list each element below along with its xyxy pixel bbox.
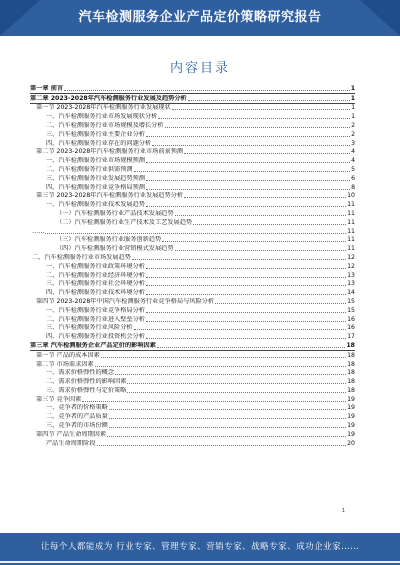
- toc-entry[interactable]: [30, 412, 355, 421]
- toc-entry-title: 第二节 2023-2028年汽车检测服务行业市场前景预测: [36, 148, 184, 156]
- toc-entry[interactable]: [30, 386, 355, 395]
- toc-entry-title: 四、汽车检测服务行业竞争格局预测: [46, 183, 145, 191]
- toc-leader-dots: [107, 436, 346, 437]
- toc-entry[interactable]: [30, 360, 355, 369]
- toc-entry-title: ……: [32, 227, 45, 235]
- toc-entry-page: 20: [347, 439, 355, 447]
- toc-leader-dots: [162, 241, 346, 242]
- toc-leader-dots: [95, 366, 346, 367]
- toc-leader-dots: [175, 250, 347, 251]
- toc-entry[interactable]: [30, 404, 355, 413]
- toc-entry-page: 10: [347, 192, 355, 200]
- toc-entry[interactable]: [30, 139, 355, 148]
- toc-entry-page: 2: [351, 130, 355, 138]
- toc-entry-title: 第一章 前言: [30, 84, 64, 92]
- toc-entry-page: 11: [347, 201, 355, 209]
- toc-entry[interactable]: [30, 84, 355, 94]
- toc-entry-page: 15: [347, 306, 355, 314]
- toc-entry[interactable]: [30, 297, 355, 306]
- toc-entry-page: 11: [347, 245, 355, 253]
- toc-entry[interactable]: [30, 165, 355, 174]
- toc-leader-dots: [109, 409, 346, 410]
- toc-leader-dots: [157, 347, 345, 348]
- toc-entry-title: 一、汽车检测服务行业技术发展趋势: [46, 201, 145, 209]
- toc-leader-dots: [146, 162, 350, 163]
- toc-entry-title: 第一节 2023-2028年汽车检测服务行业发展现状: [36, 104, 171, 112]
- toc-entry-page: 18: [347, 386, 355, 394]
- toc-entry-title: 三、汽车检测服务行业风险分析: [46, 324, 133, 332]
- toc-entry-title: 三、竞争者的市场份额: [46, 422, 108, 430]
- toc-entry-page: 19: [347, 395, 355, 403]
- toc-entry-title: 二、汽车检测服务行业进入壁垒分析: [46, 315, 145, 323]
- toc-entry[interactable]: [30, 174, 355, 183]
- toc-entry-title: 第二章 2023-2028年汽车检测服务行业发展及趋势分析: [30, 94, 187, 102]
- toc-leader-dots: [165, 127, 351, 128]
- toc-entry[interactable]: [30, 227, 355, 236]
- toc-entry-title: 一、竞争者的价格策略: [46, 404, 108, 412]
- footer-divider: [0, 561, 400, 563]
- footer-slogan: 让每个人都能成为 行业专家、管理专家、营销专家、战略专家、成功企业家……: [40, 542, 360, 552]
- toc-entry[interactable]: [30, 183, 355, 192]
- toc-entry-title: 三、汽车检测服务行业主要企业分析: [46, 130, 145, 138]
- toc-entry-page: 18: [346, 341, 355, 349]
- toc-entry-page: 1: [350, 84, 355, 92]
- toc-entry-title: 第三节 2023-2028年汽车检测服务行业发展趋势分析: [36, 192, 184, 200]
- toc-entry-title: 一、汽车检测服务行业市场规模预测: [46, 157, 145, 165]
- toc-entry-title: 第三节 竞争因素: [36, 395, 82, 403]
- toc-entry-title: （三）汽车检测服务行业服务创新趋势: [56, 236, 162, 244]
- toc-entry-page: 1: [351, 113, 355, 121]
- toc-entry-page: 12: [347, 262, 355, 270]
- toc-leader-dots: [146, 136, 350, 137]
- toc-entry-title: 第三章 汽车检测服务企业产品定价的影响因素: [30, 341, 156, 349]
- toc-entry-page: 11: [347, 209, 355, 217]
- toc-entry-title: 四、汽车检测服务行业存在的问题分析: [46, 139, 152, 147]
- toc-entry[interactable]: [30, 377, 355, 386]
- toc-leader-dots: [82, 401, 346, 402]
- toc-entry[interactable]: [30, 324, 355, 333]
- toc-entry[interactable]: [30, 209, 355, 218]
- toc-entry-page: 1: [351, 104, 355, 112]
- toc-entry[interactable]: [30, 218, 355, 227]
- toc-leader-dots: [172, 109, 350, 110]
- toc-leader-dots: [146, 321, 346, 322]
- toc-entry-page: 19: [347, 422, 355, 430]
- toc-entry-page: 11: [347, 227, 355, 235]
- toc-entry-page: 14: [347, 289, 355, 297]
- toc-entry-title: 四、汽车检测服务行业投资机会分析: [46, 333, 145, 341]
- toc-entry-title: 四、汽车检测服务行业技术环境分析: [46, 289, 145, 297]
- toc-entry-title: （二）汽车检测服务行业生产技术及工艺发展趋势: [56, 218, 193, 226]
- toc-leader-dots: [132, 259, 346, 260]
- toc-leader-dots: [97, 445, 347, 446]
- toc-entry-page: 17: [347, 333, 355, 341]
- toc-entry[interactable]: [30, 280, 355, 289]
- toc-leader-dots: [146, 268, 346, 269]
- toc-entry-page: 4: [351, 148, 355, 156]
- toc-entry-page: 3: [351, 139, 355, 147]
- toc-leader-dots: [146, 338, 346, 339]
- toc-leader-dots: [184, 153, 350, 154]
- toc-entry[interactable]: [30, 351, 355, 360]
- toc-entry-title: 一、汽车检测服务行业政策环境分析: [46, 262, 145, 270]
- toc-entry-title: 二、汽车检测服务行业供需预测: [46, 165, 133, 173]
- toc-entry-title: 产品生命周期阶段: [46, 439, 96, 447]
- toc-entry[interactable]: [30, 130, 355, 139]
- toc-entry-page: 18: [347, 378, 355, 386]
- toc-entry[interactable]: [30, 271, 355, 280]
- toc-entry[interactable]: [30, 192, 355, 201]
- toc-entry-page: 18: [347, 351, 355, 359]
- toc-entry-page: 18: [347, 360, 355, 368]
- toc-leader-dots: [215, 303, 346, 304]
- toc-entry[interactable]: [30, 306, 355, 315]
- toc-entry-page: 4: [351, 157, 355, 165]
- toc-entry-title: （一）汽车检测服务行业产品技术发展趋势: [56, 209, 174, 217]
- toc-leader-dots: [146, 277, 346, 278]
- toc-leader-dots: [175, 215, 347, 216]
- toc-entry-title: 二、汽车检测服务行业经济环境分析: [46, 271, 145, 279]
- toc-leader-dots: [127, 383, 346, 384]
- toc-leader-dots: [146, 312, 346, 313]
- toc-entry[interactable]: [30, 421, 355, 430]
- toc-entry[interactable]: [30, 94, 355, 104]
- toc-leader-dots: [146, 206, 346, 207]
- toc-entry-title: 一、汽车检测服务行业市场发展现状分析: [46, 113, 158, 121]
- toc-heading: 内容目录: [169, 61, 230, 76]
- toc-entry-page: 11: [347, 236, 355, 244]
- toc-leader-dots: [134, 171, 350, 172]
- toc-entry[interactable]: [30, 439, 355, 448]
- toc-entry[interactable]: [30, 253, 355, 262]
- toc-entry[interactable]: [30, 244, 355, 253]
- toc-entry-title: （四）汽车检测服务行业营销模式发展趋势: [56, 245, 174, 253]
- toc-leader-dots: [146, 180, 350, 181]
- toc-entry-page: 19: [347, 430, 355, 438]
- toc-entry-title: 第一节 产品的成本因素: [36, 351, 100, 359]
- toc-entry[interactable]: [30, 121, 355, 130]
- toc-entry-page: 16: [347, 324, 355, 332]
- report-title: 汽车检测服务企业产品定价策略研究报告: [78, 10, 322, 25]
- toc-entry[interactable]: [30, 104, 355, 113]
- toc-entry-page: 11: [347, 218, 355, 226]
- toc-leader-dots: [134, 329, 347, 330]
- table-of-contents: [30, 84, 355, 448]
- toc-entry[interactable]: [30, 148, 355, 157]
- toc-entry[interactable]: [30, 369, 355, 378]
- toc-leader-dots: [158, 118, 350, 119]
- toc-entry-title: 第二节 市场需求因素: [36, 360, 94, 368]
- page-number: 1: [341, 508, 345, 514]
- toc-entry-page: 5: [351, 165, 355, 173]
- toc-entry-page: 16: [347, 315, 355, 323]
- toc-entry-page: 18: [347, 369, 355, 377]
- toc-entry-page: 1: [350, 94, 355, 102]
- toc-leader-dots: [146, 285, 346, 286]
- toc-entry-title: 三、需求价格弹性与定价策略: [46, 386, 127, 394]
- toc-leader-dots: [109, 427, 346, 428]
- toc-entry-title: 三、汽车检测服务行业发展趋势预测: [46, 174, 145, 182]
- toc-entry-title: 二、需求价格弹性的影响因素: [46, 378, 127, 386]
- toc-entry[interactable]: [30, 332, 355, 341]
- toc-leader-dots: [109, 418, 346, 419]
- toc-entry[interactable]: [30, 156, 355, 165]
- toc-entry-title: 一、需求价格弹性的概念: [46, 369, 115, 377]
- toc-entry-title: 第四节 产品生命周期因素: [36, 430, 107, 438]
- toc-entry-page: 19: [347, 413, 355, 421]
- toc-entry-page: 6: [351, 174, 355, 182]
- toc-entry-page: 8: [351, 183, 355, 191]
- toc-leader-dots: [101, 357, 346, 358]
- toc-leader-dots: [146, 189, 350, 190]
- toc-leader-dots: [152, 145, 350, 146]
- toc-leader-dots: [45, 233, 346, 234]
- toc-entry-page: 13: [347, 271, 355, 279]
- toc-entry[interactable]: [30, 430, 355, 439]
- toc-entry[interactable]: [30, 262, 355, 271]
- toc-entry[interactable]: [30, 341, 355, 351]
- toc-entry-page: 19: [347, 404, 355, 412]
- toc-leader-dots: [127, 392, 346, 393]
- toc-entry[interactable]: [30, 288, 355, 297]
- toc-entry-title: 第四节 2023-2028年中国汽车检测服务行业竞争格局与风险分析: [36, 297, 215, 305]
- toc-entry-page: 15: [347, 297, 355, 305]
- toc-entry[interactable]: [30, 200, 355, 209]
- toc-leader-dots: [184, 197, 346, 198]
- toc-entry-page: 13: [347, 280, 355, 288]
- toc-leader-dots: [193, 224, 346, 225]
- toc-entry-title: 二、竞争者的产品质量: [46, 413, 108, 421]
- toc-entry[interactable]: [30, 236, 355, 245]
- toc-entry[interactable]: [30, 395, 355, 404]
- toc-entry[interactable]: [30, 112, 355, 121]
- toc-leader-dots: [188, 100, 350, 101]
- toc-leader-dots: [64, 90, 350, 91]
- toc-entry[interactable]: [30, 315, 355, 324]
- toc-entry-title: 三、汽车检测服务行业社会环境分析: [46, 280, 145, 288]
- toc-entry-title: 一、汽车检测服务行业竞争格局分析: [46, 306, 145, 314]
- toc-entry-title: 二、汽车检测服务行业市场规模及增长分析: [46, 121, 164, 129]
- toc-entry-title: 二、汽车检测服务行业市场发展趋势: [32, 253, 131, 261]
- toc-entry-page: 12: [347, 253, 355, 261]
- toc-leader-dots: [146, 294, 346, 295]
- toc-entry-page: 2: [351, 121, 355, 129]
- toc-leader-dots: [115, 374, 346, 375]
